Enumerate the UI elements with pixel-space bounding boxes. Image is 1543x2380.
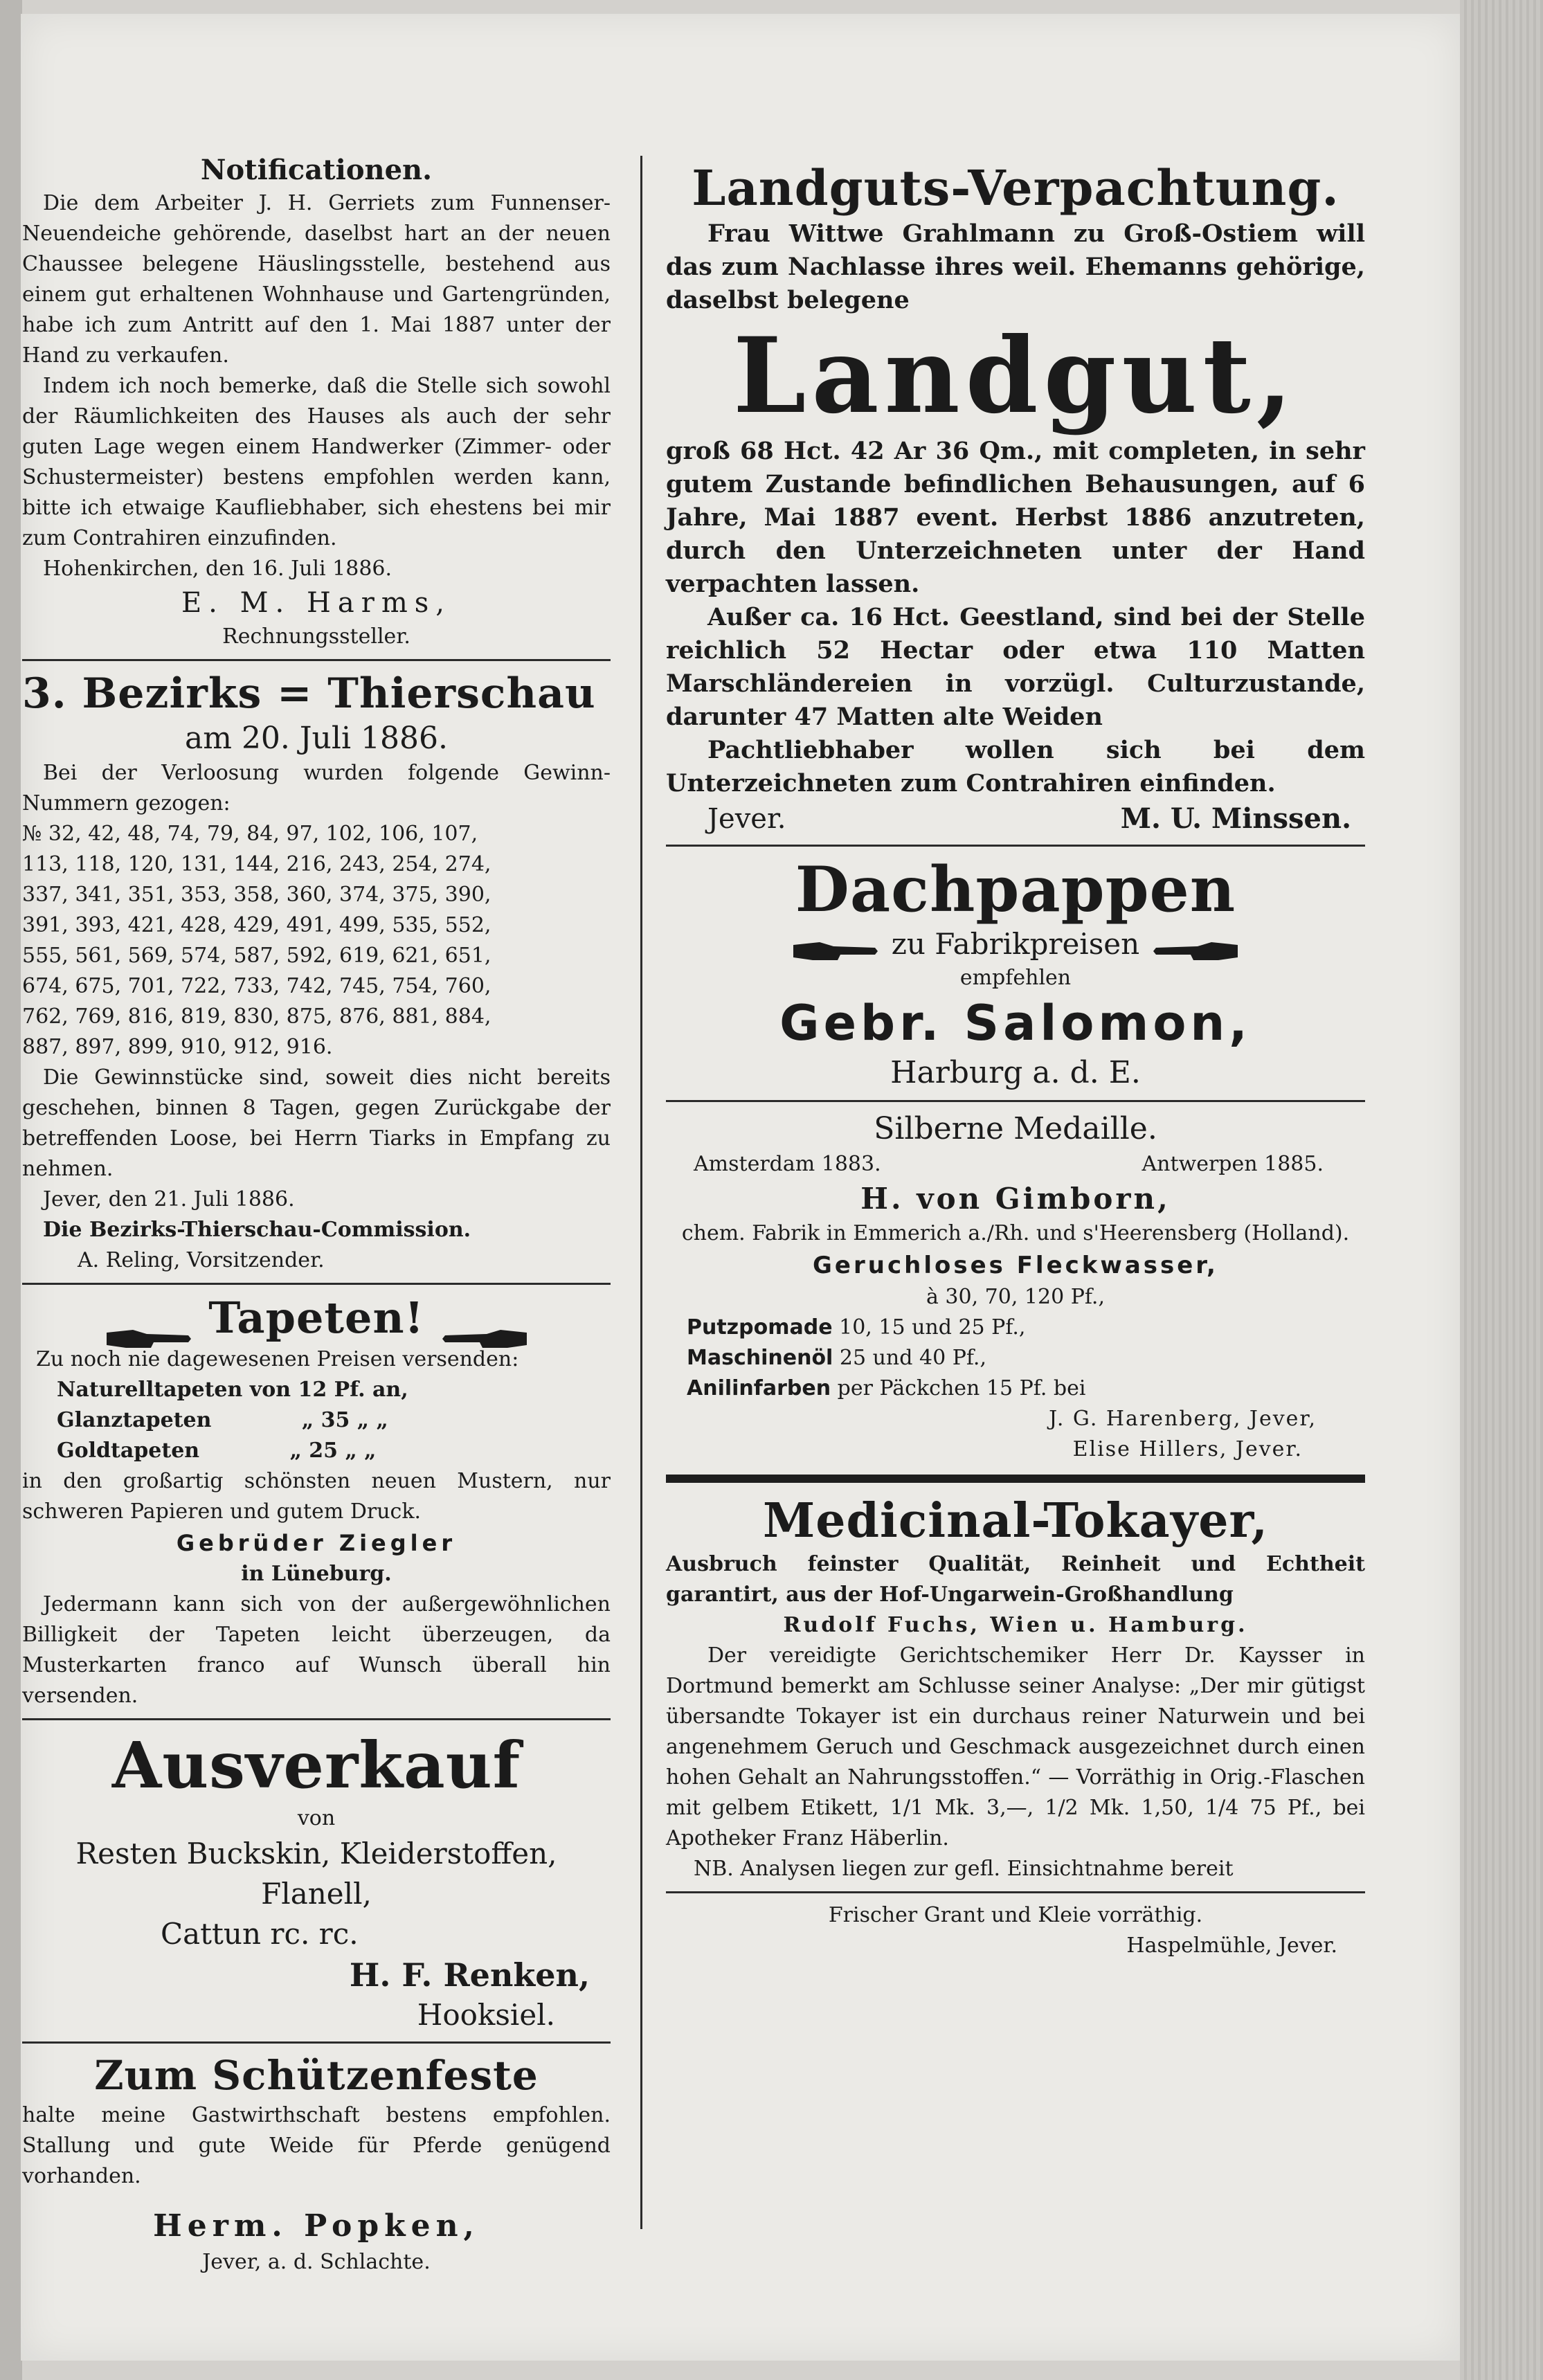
medaille-dealer-2: Elise Hillers, Jever. bbox=[1072, 1437, 1303, 1461]
pointing-hand-left-icon bbox=[1149, 935, 1239, 958]
item-price: „ 35 „ „ bbox=[301, 1408, 388, 1432]
landgut-place: Jever. bbox=[707, 803, 786, 835]
tierschau-date: am 20. Juli 1886. bbox=[185, 721, 448, 756]
landgut-text-3: Pachtliebhaber wollen sich bei dem Unterzeichneten zum Contrahiren einfinden. bbox=[666, 736, 1365, 797]
landgut-signer: M. U. Minssen. bbox=[1120, 802, 1351, 835]
tokayer-intro: Ausbruch feinster Qualität, Reinheit und Echtheit garantirt, aus der Hof-Ungarwein-Großhandlung bbox=[666, 1552, 1365, 1607]
tierschau-chair: A. Reling, Vorsitzender. bbox=[78, 1248, 325, 1272]
grant-text: Frischer Grant und Kleie vorräthig. bbox=[828, 1903, 1203, 1927]
medaille-maker: H. von Gimborn, bbox=[860, 1182, 1171, 1216]
ausverkauf-title: Ausverkauf bbox=[111, 1728, 521, 1803]
medaille-dealer-1: J. G. Harenberg, Jever, bbox=[1049, 1407, 1317, 1431]
dachpappen-title: Dachpappen bbox=[795, 853, 1236, 926]
schuetzenfeste-address: Jever, a. d. Schlachte. bbox=[202, 2250, 431, 2274]
divider bbox=[666, 1100, 1365, 1102]
ausverkauf-town: Hooksiel. bbox=[417, 1998, 555, 2032]
tierschau-commission: Die Bezirks-Thierschau-Commission. bbox=[43, 1218, 471, 1242]
landgut-text-1: groß 68 Hct. 42 Ar 36 Qm., mit completen, in sehr gutem Zustande befindlichen Behausungen, auf 6 Jahre, Mai 1887 event. Herbst 1886 anzutreten, durch den Unterzeichneten unter der Hand verpachten lassen. bbox=[666, 437, 1365, 598]
tapeten-closing: Jedermann kann sich von der außergewöhnlichen Billigkeit der Tapeten leicht überzeugen, da Musterkarten franco auf Wunsch überall hin versenden. bbox=[22, 1592, 611, 1708]
landgut-title: Landguts-Verpachtung. bbox=[692, 159, 1339, 217]
landgut-big: Landgut, bbox=[732, 315, 1299, 437]
tokayer-text: Der vereidigte Gerichtschemiker Herr Dr. Kaysser in Dortmund bemerkt am Schlusse seiner Analyse: „Der mir gütigst übersandte Tokayer ist ein durchaus reiner Naturwein und bei angenehmem Geruch und Geschmack ausgezeichnet durch einen hohen Gehalt an Nahrungsstoffen.“ — Vorräthig in Orig.-Flaschen mit gelbem Etikett, 1/1 Mk. 3,—, 1/2 Mk. 1,50, 1/4 75 Pf., bei Apotheker Franz Häberlin. bbox=[666, 1643, 1365, 1850]
list-item bbox=[687, 1373, 1365, 1404]
notif-paragraph-1: Die dem Arbeiter J. H. Gerriets zum Funnenser-Neuendeiche gehörende, daselbst hart an der neuen Chaussee belegene Häuslingsstelle, bestehend aus einem gut erhaltenen Wohnhause und Gartengründen, habe ich zum Antritt auf den 1. Mai 1887 unter der Hand zu verkaufen. bbox=[22, 191, 611, 368]
ad-dachpappen bbox=[666, 854, 1365, 1093]
list-item bbox=[57, 1436, 611, 1466]
page-gutter-left bbox=[0, 0, 22, 2380]
dachpappen-city: Harburg a. d. E. bbox=[890, 1055, 1141, 1090]
ad-tapeten bbox=[22, 1292, 611, 1711]
tokayer-nb: NB. Analysen liegen zur gefl. Einsichtnahme bereit bbox=[694, 1857, 1234, 1881]
item-name: Glanztapeten bbox=[57, 1408, 212, 1432]
right-column bbox=[666, 42, 1365, 1961]
item-name: Anilinfarben bbox=[687, 1376, 831, 1400]
divider bbox=[22, 1283, 611, 1285]
medaille-city-right: Antwerpen 1885. bbox=[1142, 1152, 1324, 1176]
tapeten-intro: Zu noch nie dagewesenen Preisen versenden: bbox=[36, 1347, 519, 1371]
tapeten-city: in Lüneburg. bbox=[241, 1562, 392, 1586]
numbers-line: 674, 675, 701, 722, 733, 742, 745, 754, 760, bbox=[22, 974, 491, 998]
landgut-footer bbox=[666, 800, 1365, 838]
list-item bbox=[57, 1375, 611, 1405]
ad-landgut bbox=[666, 159, 1365, 838]
divider bbox=[22, 659, 611, 661]
tierschau-note: Die Gewinnstücke sind, soweit dies nicht bereits geschehen, binnen 8 Tagen, gegen Zurückgabe der betreffenden Loose, bei Herrn Tiarks in Empfang zu nehmen. bbox=[22, 1065, 611, 1181]
numbers-line: 337, 341, 351, 353, 358, 360, 374, 375, 390, bbox=[22, 883, 491, 907]
tapeten-line2: in den großartig schönsten neuen Mustern, nur schweren Papieren und gutem Druck. bbox=[22, 1469, 611, 1524]
notif-place-date: Hohenkirchen, den 16. Juli 1886. bbox=[43, 557, 392, 581]
landgut-text-2: Außer ca. 16 Hct. Geestland, sind bei der Stelle reichlich 52 Hectar oder etwa 110 Matten Marschländereien in vorzügl. Culturzustande, darunter 47 Matten alte Weiden bbox=[666, 603, 1365, 731]
numbers-line: № 32, 42, 48, 74, 79, 84, 97, 102, 106, 107, bbox=[22, 822, 478, 846]
ausverkauf-von: von bbox=[297, 1806, 336, 1830]
tapeten-company: Gebrüder Ziegler bbox=[176, 1530, 457, 1556]
notif-signature: E. M. Harms, bbox=[181, 587, 452, 619]
medaille-product: Geruchloses Fleckwasser, bbox=[813, 1252, 1218, 1279]
item-name: Naturelltapeten von bbox=[57, 1378, 291, 1402]
tokayer-firm: Rudolf Fuchs, Wien u. Hamburg. bbox=[783, 1613, 1248, 1637]
item-price: 25 und 40 Pf., bbox=[839, 1346, 986, 1370]
notif-title: Notificationen. bbox=[200, 154, 433, 186]
schuetzenfeste-name: Herm. Popken, bbox=[153, 2208, 480, 2244]
tierschau-place-date: Jever, den 21. Juli 1886. bbox=[43, 1187, 295, 1211]
medaille-city-left: Amsterdam 1883. bbox=[694, 1152, 881, 1176]
divider bbox=[666, 1891, 1365, 1893]
numbers-line: 887, 897, 899, 910, 912, 916. bbox=[22, 1035, 333, 1059]
medaille-product-price: à 30, 70, 120 Pf., bbox=[926, 1285, 1105, 1309]
ad-ausverkauf bbox=[22, 1727, 611, 2035]
page-stack-edge bbox=[1460, 0, 1543, 2380]
pointing-hand-right-icon bbox=[792, 935, 882, 958]
dachpappen-sub: zu Fabrikpreisen bbox=[891, 927, 1140, 961]
tokayer-title: Medicinal-Tokayer, bbox=[762, 1493, 1269, 1549]
tierschau-intro: Bei der Verloosung wurden folgende Gewinn-Nummern gezogen: bbox=[22, 761, 611, 815]
item-price: „ 25 „ „ bbox=[289, 1439, 377, 1463]
landgut-intro: Frau Wittwe Grahlmann zu Groß-Ostiem will das zum Nachlasse ihres weil. Ehemanns gehörige, daselbst belegene bbox=[666, 219, 1365, 314]
item-name: Goldtapeten bbox=[57, 1439, 200, 1463]
numbers-line: 113, 118, 120, 131, 144, 216, 243, 254, 274, bbox=[22, 852, 491, 876]
pointing-hand-right-icon bbox=[105, 1310, 195, 1333]
tapeten-price-list bbox=[22, 1375, 611, 1466]
dachpappen-empf: empfehlen bbox=[959, 966, 1072, 990]
pointing-hand-left-icon bbox=[438, 1310, 528, 1333]
medaille-title: Silberne Medaille. bbox=[874, 1111, 1157, 1146]
item-price: 10, 15 und 25 Pf., bbox=[839, 1315, 1026, 1340]
list-item bbox=[57, 1405, 611, 1436]
ad-notificationen bbox=[22, 152, 611, 652]
numbers-line: 555, 561, 569, 574, 587, 592, 619, 621, 651, bbox=[22, 944, 491, 968]
ad-grant bbox=[666, 1900, 1365, 1961]
ausverkauf-goods: Resten Buckskin, Kleiderstoffen, Flanell, bbox=[75, 1837, 557, 1911]
divider bbox=[666, 845, 1365, 847]
divider bbox=[22, 2041, 611, 2044]
medaille-factory: chem. Fabrik in Emmerich a./Rh. und s'Heerensberg (Holland). bbox=[681, 1221, 1350, 1245]
item-price: 12 Pf. an, bbox=[298, 1378, 408, 1402]
divider bbox=[22, 1718, 611, 1720]
column-divider bbox=[640, 156, 642, 2229]
ad-medaille bbox=[666, 1109, 1365, 1465]
list-item bbox=[687, 1343, 1365, 1373]
tapeten-title: Tapeten! bbox=[208, 1292, 424, 1343]
notif-role: Rechnungssteller. bbox=[222, 624, 410, 649]
list-item bbox=[687, 1313, 1365, 1343]
schuetzenfeste-text: halte meine Gastwirthschaft bestens empfohlen. Stallung und gute Weide für Pferde genügend vorhanden. bbox=[22, 2103, 611, 2188]
ad-tierschau bbox=[22, 668, 611, 1276]
item-name: Putzpomade bbox=[687, 1315, 833, 1340]
item-price: per Päckchen 15 Pf. bei bbox=[837, 1376, 1086, 1400]
ad-tokayer bbox=[666, 1493, 1365, 1884]
notif-paragraph-2: Indem ich noch bemerke, daß die Stelle sich sowohl der Räumlichkeiten des Hauses als auch der sehr guten Lage wegen einem Handwerker (Zimmer- oder Schustermeister) bestens empfohlen werden kann, bitte ich etwaige Kaufliebhaber, sich ehestens bei mir zum Contrahiren einzufinden. bbox=[22, 374, 611, 550]
grant-sign: Haspelmühle, Jever. bbox=[1126, 1933, 1337, 1958]
ausverkauf-goods-2: Cattun rc. rc. bbox=[161, 1917, 359, 1951]
numbers-line: 391, 393, 421, 428, 429, 491, 499, 535, 552, bbox=[22, 913, 491, 937]
left-column bbox=[22, 42, 611, 2278]
numbers-line: 762, 769, 816, 819, 830, 875, 876, 881, 884, bbox=[22, 1004, 491, 1029]
ad-schuetzenfeste bbox=[22, 2050, 611, 2278]
schuetzenfeste-title: Zum Schützenfeste bbox=[94, 2052, 539, 2099]
medaille-items bbox=[666, 1313, 1365, 1404]
item-name: Maschinenöl bbox=[687, 1346, 833, 1370]
medaille-cities bbox=[666, 1149, 1365, 1180]
ausverkauf-merchant: H. F. Renken, bbox=[349, 1956, 590, 1994]
thick-divider bbox=[666, 1475, 1365, 1483]
dachpappen-company: Gebr. Salomon, bbox=[779, 995, 1252, 1052]
tierschau-title: 3. Bezirks = Thierschau bbox=[22, 669, 596, 718]
winning-numbers bbox=[22, 819, 611, 1063]
